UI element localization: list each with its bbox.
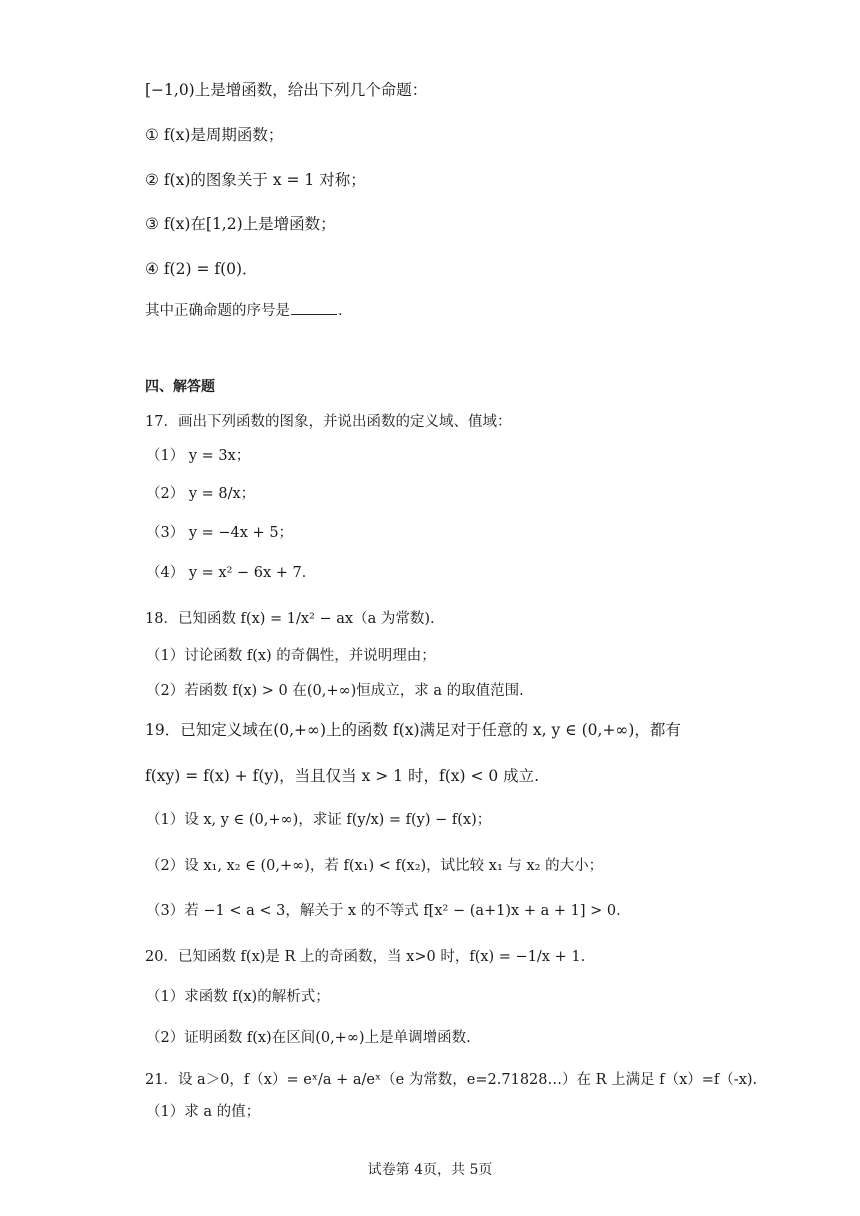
q21-item-1: （1）求 a 的值； (146, 1104, 261, 1120)
q17-item-1: （1） y = 3x； (146, 448, 251, 464)
q16-proposition-4: ④ f(2) = f(0)． (145, 260, 258, 278)
page-footer: 试卷第 4页，共 5页 (367, 1162, 493, 1178)
q18-item-1: （1）讨论函数 f(x) 的奇偶性，并说明理由； (146, 648, 436, 664)
q19-stem-line-2: f(xy) = f(x) + f(y)，当且仅当 x > 1 时，f(x) < 0 成立. (145, 767, 540, 785)
q16-stem-continuation: [−1,0)上是增函数，给出下列几个命题： (145, 81, 428, 99)
q16-proposition-2: ② f(x)的图象关于 x = 1 对称； (145, 171, 366, 189)
q19-item-1: （1）设 x, y ∈ (0,+∞)，求证 f(y/x) = f(y) − f(x)； (146, 812, 492, 828)
q20-item-1: （1）求函数 f(x)的解析式； (146, 989, 330, 1005)
q18-item-2: （2）若函数 f(x) > 0 在(0,+∞)恒成立，求 a 的取值范围. (146, 683, 524, 699)
q17-item-2: （2） y = 8/x； (146, 486, 256, 502)
answer-blank[interactable] (291, 300, 337, 315)
q18-stem: 18．已知函数 f(x) = 1/x² − ax（a 为常数). (145, 611, 435, 627)
q17-item-4: （4） y = x² − 6x + 7． (146, 565, 317, 581)
q19-stem: 19．已知定义域在(0,+∞)上的函数 f(x)满足对于任意的 x, y ∈ (0,+∞)，都有 (145, 721, 681, 739)
q16-prompt-text: 其中正确命题的序号是 (145, 303, 290, 319)
q20-stem: 20．已知函数 f(x)是 R 上的奇函数，当 x>0 时，f(x) = −1/x + 1. (145, 949, 586, 965)
q19-item-2: （2）设 x₁, x₂ ∈ (0,+∞)，若 f(x₁) < f(x₂)，试比较 x₁ 与 x₂ 的大小； (146, 858, 604, 874)
q16-proposition-3: ③ f(x)在[1,2)上是增函数； (145, 215, 336, 233)
q21-stem: 21．设 a＞0，f（x）= eˣ/a + a/eˣ（e 为常数，e=2.71828…）在 R 上满足 f（x）=f（-x). (145, 1072, 758, 1088)
q19-item-3: （3）若 −1 < a < 3，解关于 x 的不等式 f[x² − (a+1)x + a + 1] > 0． (146, 903, 631, 919)
q16-prompt-end: ． (338, 303, 353, 319)
section-title: 四、解答题 (145, 379, 215, 395)
q16-answer-prompt (145, 300, 353, 321)
q16-proposition-1: ① f(x)是周期函数； (145, 126, 284, 144)
q20-item-2: （2）证明函数 f(x)在区间(0,+∞)上是单调增函数. (146, 1030, 471, 1046)
q17-item-3: （3） y = −4x + 5； (146, 525, 294, 541)
q17-stem: 17．画出下列函数的图象，并说出函数的定义域、值域： (145, 414, 512, 430)
